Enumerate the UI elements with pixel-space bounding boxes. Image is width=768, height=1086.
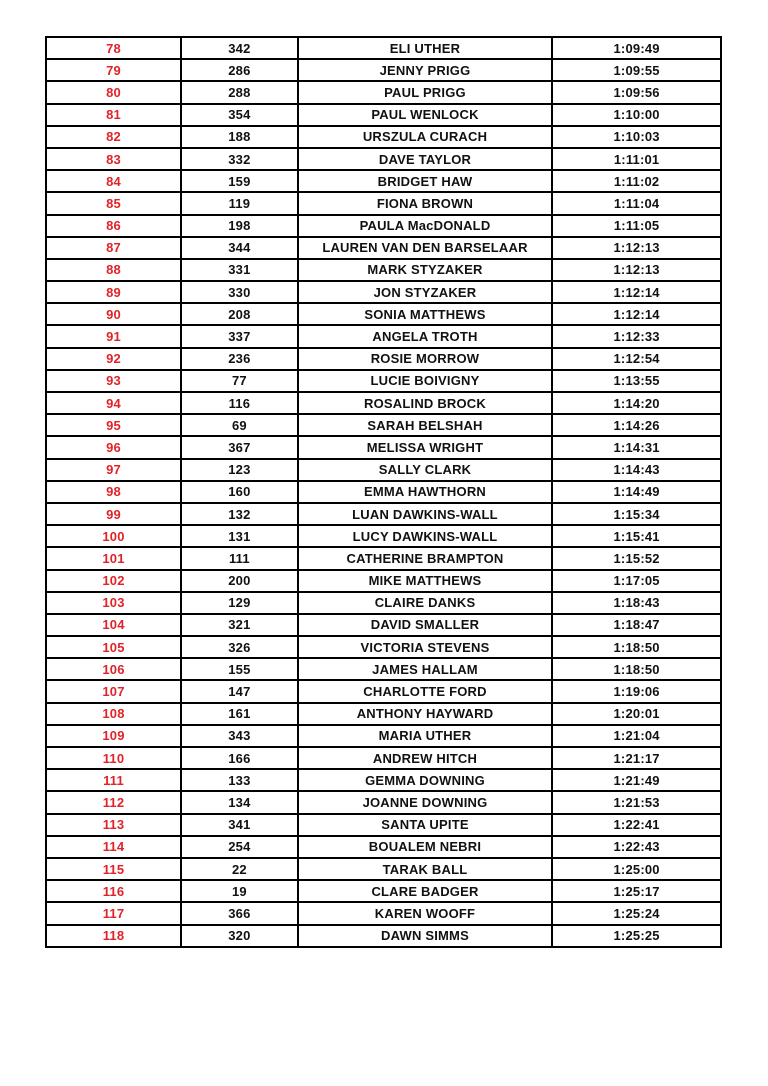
table-row [46, 570, 721, 592]
table-row [46, 791, 721, 813]
position-cell: 100 [46, 525, 181, 547]
table-row [46, 680, 721, 702]
name-cell: FIONA BROWN [298, 192, 552, 214]
name-cell: GEMMA DOWNING [298, 769, 552, 791]
table-row [46, 703, 721, 725]
bib-cell: 343 [181, 725, 298, 747]
bib-cell: 320 [181, 925, 298, 947]
position-cell: 104 [46, 614, 181, 636]
table-row [46, 436, 721, 458]
table-row [46, 414, 721, 436]
bib-cell: 326 [181, 636, 298, 658]
table-row [46, 303, 721, 325]
bib-cell: 132 [181, 503, 298, 525]
bib-cell: 159 [181, 170, 298, 192]
position-cell: 113 [46, 814, 181, 836]
bib-cell: 321 [181, 614, 298, 636]
position-cell: 93 [46, 370, 181, 392]
name-cell: DAWN SIMMS [298, 925, 552, 947]
name-cell: VICTORIA STEVENS [298, 636, 552, 658]
bib-cell: 133 [181, 769, 298, 791]
table-row [46, 37, 721, 59]
time-cell: 1:11:04 [552, 192, 721, 214]
name-cell: JON STYZAKER [298, 281, 552, 303]
bib-cell: 155 [181, 658, 298, 680]
time-cell: 1:21:53 [552, 791, 721, 813]
name-cell: SANTA UPITE [298, 814, 552, 836]
position-cell: 84 [46, 170, 181, 192]
position-cell: 101 [46, 547, 181, 569]
name-cell: TARAK BALL [298, 858, 552, 880]
name-cell: ROSIE MORROW [298, 348, 552, 370]
time-cell: 1:09:56 [552, 81, 721, 103]
bib-cell: 200 [181, 570, 298, 592]
name-cell: CATHERINE BRAMPTON [298, 547, 552, 569]
position-cell: 114 [46, 836, 181, 858]
bib-cell: 286 [181, 59, 298, 81]
position-cell: 107 [46, 680, 181, 702]
table-row [46, 747, 721, 769]
time-cell: 1:14:49 [552, 481, 721, 503]
position-cell: 94 [46, 392, 181, 414]
position-cell: 95 [46, 414, 181, 436]
position-cell: 97 [46, 459, 181, 481]
bib-cell: 131 [181, 525, 298, 547]
name-cell: URSZULA CURACH [298, 126, 552, 148]
table-row [46, 392, 721, 414]
time-cell: 1:12:13 [552, 237, 721, 259]
bib-cell: 166 [181, 747, 298, 769]
name-cell: PAUL WENLOCK [298, 104, 552, 126]
table-row [46, 348, 721, 370]
bib-cell: 123 [181, 459, 298, 481]
name-cell: CLAIRE DANKS [298, 592, 552, 614]
name-cell: SALLY CLARK [298, 459, 552, 481]
time-cell: 1:14:43 [552, 459, 721, 481]
time-cell: 1:09:49 [552, 37, 721, 59]
position-cell: 99 [46, 503, 181, 525]
position-cell: 90 [46, 303, 181, 325]
position-cell: 92 [46, 348, 181, 370]
time-cell: 1:25:00 [552, 858, 721, 880]
name-cell: EMMA HAWTHORN [298, 481, 552, 503]
table-row [46, 836, 721, 858]
results-table [45, 36, 722, 948]
time-cell: 1:17:05 [552, 570, 721, 592]
table-row [46, 858, 721, 880]
name-cell: KAREN WOOFF [298, 902, 552, 924]
name-cell: ANDREW HITCH [298, 747, 552, 769]
name-cell: MARIA UTHER [298, 725, 552, 747]
bib-cell: 341 [181, 814, 298, 836]
time-cell: 1:10:00 [552, 104, 721, 126]
name-cell: PAULA MacDONALD [298, 215, 552, 237]
time-cell: 1:25:17 [552, 880, 721, 902]
position-cell: 117 [46, 902, 181, 924]
time-cell: 1:18:47 [552, 614, 721, 636]
position-cell: 82 [46, 126, 181, 148]
name-cell: LUCIE BOIVIGNY [298, 370, 552, 392]
table-row [46, 769, 721, 791]
bib-cell: 254 [181, 836, 298, 858]
position-cell: 98 [46, 481, 181, 503]
time-cell: 1:11:02 [552, 170, 721, 192]
time-cell: 1:11:05 [552, 215, 721, 237]
name-cell: ELI UTHER [298, 37, 552, 59]
bib-cell: 69 [181, 414, 298, 436]
time-cell: 1:19:06 [552, 680, 721, 702]
name-cell: CHARLOTTE FORD [298, 680, 552, 702]
table-row [46, 902, 721, 924]
bib-cell: 161 [181, 703, 298, 725]
time-cell: 1:15:52 [552, 547, 721, 569]
bib-cell: 236 [181, 348, 298, 370]
time-cell: 1:12:54 [552, 348, 721, 370]
time-cell: 1:25:25 [552, 925, 721, 947]
name-cell: PAUL PRIGG [298, 81, 552, 103]
table-row [46, 880, 721, 902]
position-cell: 88 [46, 259, 181, 281]
bib-cell: 22 [181, 858, 298, 880]
time-cell: 1:15:34 [552, 503, 721, 525]
time-cell: 1:18:43 [552, 592, 721, 614]
position-cell: 108 [46, 703, 181, 725]
name-cell: LUCY DAWKINS-WALL [298, 525, 552, 547]
table-row [46, 725, 721, 747]
position-cell: 86 [46, 215, 181, 237]
position-cell: 83 [46, 148, 181, 170]
table-row [46, 525, 721, 547]
bib-cell: 342 [181, 37, 298, 59]
table-row [46, 814, 721, 836]
bib-cell: 208 [181, 303, 298, 325]
name-cell: DAVID SMALLER [298, 614, 552, 636]
bib-cell: 111 [181, 547, 298, 569]
results-body [46, 37, 721, 947]
table-row [46, 148, 721, 170]
bib-cell: 134 [181, 791, 298, 813]
position-cell: 115 [46, 858, 181, 880]
position-cell: 106 [46, 658, 181, 680]
name-cell: LUAN DAWKINS-WALL [298, 503, 552, 525]
position-cell: 80 [46, 81, 181, 103]
time-cell: 1:11:01 [552, 148, 721, 170]
table-row [46, 59, 721, 81]
name-cell: ROSALIND BROCK [298, 392, 552, 414]
position-cell: 112 [46, 791, 181, 813]
bib-cell: 332 [181, 148, 298, 170]
bib-cell: 354 [181, 104, 298, 126]
name-cell: JOANNE DOWNING [298, 791, 552, 813]
table-row [46, 592, 721, 614]
table-row [46, 237, 721, 259]
table-row [46, 104, 721, 126]
time-cell: 1:14:20 [552, 392, 721, 414]
table-row [46, 481, 721, 503]
position-cell: 79 [46, 59, 181, 81]
name-cell: LAUREN VAN DEN BARSELAAR [298, 237, 552, 259]
position-cell: 85 [46, 192, 181, 214]
position-cell: 118 [46, 925, 181, 947]
table-row [46, 459, 721, 481]
time-cell: 1:12:13 [552, 259, 721, 281]
table-row [46, 192, 721, 214]
time-cell: 1:09:55 [552, 59, 721, 81]
name-cell: SARAH BELSHAH [298, 414, 552, 436]
table-row [46, 170, 721, 192]
table-row [46, 259, 721, 281]
table-row [46, 81, 721, 103]
name-cell: CLARE BADGER [298, 880, 552, 902]
table-row [46, 547, 721, 569]
bib-cell: 367 [181, 436, 298, 458]
time-cell: 1:14:26 [552, 414, 721, 436]
name-cell: ANGELA TROTH [298, 325, 552, 347]
position-cell: 102 [46, 570, 181, 592]
bib-cell: 331 [181, 259, 298, 281]
table-row [46, 126, 721, 148]
bib-cell: 19 [181, 880, 298, 902]
name-cell: MELISSA WRIGHT [298, 436, 552, 458]
table-row [46, 325, 721, 347]
position-cell: 116 [46, 880, 181, 902]
time-cell: 1:25:24 [552, 902, 721, 924]
bib-cell: 330 [181, 281, 298, 303]
table-row [46, 658, 721, 680]
name-cell: JENNY PRIGG [298, 59, 552, 81]
table-row [46, 370, 721, 392]
time-cell: 1:21:49 [552, 769, 721, 791]
bib-cell: 337 [181, 325, 298, 347]
table-row [46, 925, 721, 947]
time-cell: 1:20:01 [552, 703, 721, 725]
time-cell: 1:15:41 [552, 525, 721, 547]
position-cell: 81 [46, 104, 181, 126]
time-cell: 1:10:03 [552, 126, 721, 148]
position-cell: 111 [46, 769, 181, 791]
bib-cell: 119 [181, 192, 298, 214]
bib-cell: 288 [181, 81, 298, 103]
table-row [46, 503, 721, 525]
position-cell: 78 [46, 37, 181, 59]
time-cell: 1:18:50 [552, 658, 721, 680]
time-cell: 1:18:50 [552, 636, 721, 658]
bib-cell: 160 [181, 481, 298, 503]
position-cell: 96 [46, 436, 181, 458]
table-row [46, 614, 721, 636]
bib-cell: 116 [181, 392, 298, 414]
time-cell: 1:21:04 [552, 725, 721, 747]
table-row [46, 215, 721, 237]
time-cell: 1:21:17 [552, 747, 721, 769]
time-cell: 1:12:14 [552, 281, 721, 303]
position-cell: 110 [46, 747, 181, 769]
position-cell: 87 [46, 237, 181, 259]
name-cell: DAVE TAYLOR [298, 148, 552, 170]
bib-cell: 198 [181, 215, 298, 237]
position-cell: 89 [46, 281, 181, 303]
name-cell: ANTHONY HAYWARD [298, 703, 552, 725]
position-cell: 103 [46, 592, 181, 614]
bib-cell: 344 [181, 237, 298, 259]
time-cell: 1:22:41 [552, 814, 721, 836]
bib-cell: 129 [181, 592, 298, 614]
bib-cell: 147 [181, 680, 298, 702]
name-cell: SONIA MATTHEWS [298, 303, 552, 325]
bib-cell: 188 [181, 126, 298, 148]
name-cell: JAMES HALLAM [298, 658, 552, 680]
position-cell: 109 [46, 725, 181, 747]
time-cell: 1:22:43 [552, 836, 721, 858]
position-cell: 91 [46, 325, 181, 347]
name-cell: MIKE MATTHEWS [298, 570, 552, 592]
time-cell: 1:14:31 [552, 436, 721, 458]
position-cell: 105 [46, 636, 181, 658]
time-cell: 1:12:14 [552, 303, 721, 325]
name-cell: BOUALEM NEBRI [298, 836, 552, 858]
name-cell: MARK STYZAKER [298, 259, 552, 281]
table-row [46, 281, 721, 303]
name-cell: BRIDGET HAW [298, 170, 552, 192]
time-cell: 1:12:33 [552, 325, 721, 347]
bib-cell: 77 [181, 370, 298, 392]
bib-cell: 366 [181, 902, 298, 924]
time-cell: 1:13:55 [552, 370, 721, 392]
table-row [46, 636, 721, 658]
